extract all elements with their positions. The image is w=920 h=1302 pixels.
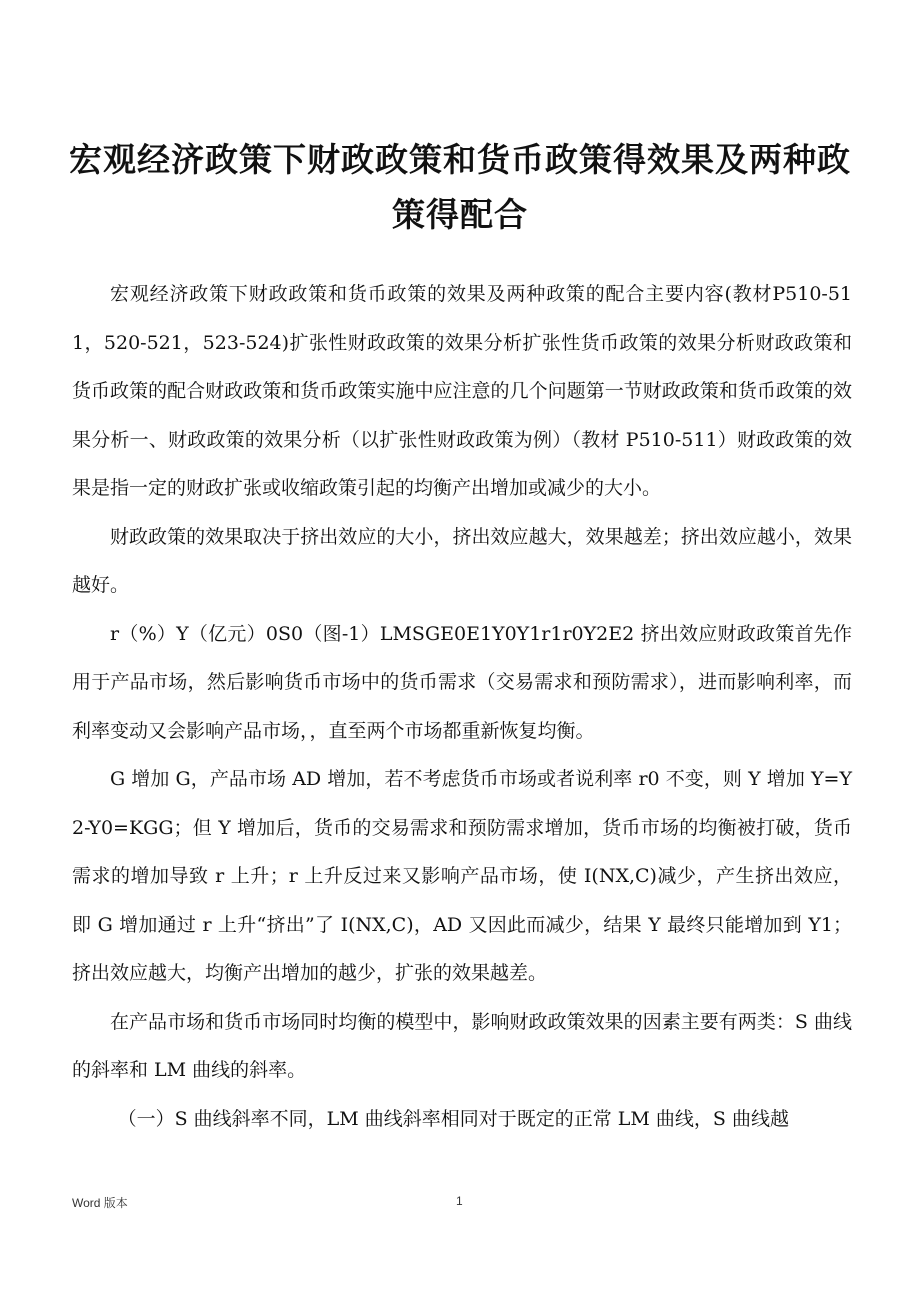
footer-label: Word 版本 bbox=[72, 1196, 128, 1210]
document-title: 宏观经济政策下财政政策和货币政策得效果及两种政策得配合 bbox=[69, 140, 851, 234]
paragraph-factors: 在产品市场和货币市场同时均衡的模型中，影响财政政策效果的因素主要有两类：S 曲线的斜率和 LM 曲线的斜率。 bbox=[72, 1010, 852, 1081]
document-body bbox=[72, 270, 852, 1143]
paragraph-intro: 宏观经济政策下财政政策和货币政策的效果及两种政策的配合主要内容(教材P510-511，520-521，523-524)扩张性财政政策的效果分析扩张性货币政策的效果分析财政政策和货币政策的配合财政政策和货币政策实施中应注意的几个问题第一节财政政策和货币政策的效果分析一、财政政策的效果分析（以扩张性财政政策为例）（教材 P510-511）财政政策的效果是指一定的财政扩张或收缩政策引起的均衡产出增加或减少的大小。 bbox=[72, 283, 852, 499]
page-number: 1 bbox=[456, 1194, 463, 1208]
paragraph-g-increase: G 增加 G，产品市场 AD 增加，若不考虑货币市场或者说利率 r0 不变，则 Y 增加 Y=Y2-Y0=KGG；但 Y 增加后，货币的交易需求和预防需求增加，货币市场的均衡被打破，货币需求的增加导致 r 上升；r 上升反过来又影响产品市场，使 I(NX,C)减少，产生挤出效应，即 G 增加通过 r 上升“挤出”了 I(NX,C)，AD 又因此而减少，结果 Y 最终只能增加到 Y1；挤出效应越大，均衡产出增加的越少，扩张的效果越差。 bbox=[72, 768, 852, 984]
paragraph-is-curve-slope: （一）S 曲线斜率不同，LM 曲线斜率相同对于既定的正常 LM 曲线，S 曲线越 bbox=[117, 1107, 789, 1130]
paragraph-crowding-out: 财政政策的效果取决于挤出效应的大小，挤出效应越大，效果越差；挤出效应越小，效果越好。 bbox=[72, 525, 852, 596]
paragraph-figure-description: r（%）Y（亿元）0S0（图-1）LMSGE0E1Y0Y1r1r0Y2E2 挤出效应财政政策首先作用于产品市场，然后影响货币市场中的货币需求（交易需求和预防需求），进而影响利率，而利率变动又会影响产品市场，，直至两个市场都重新恢复均衡。 bbox=[72, 622, 852, 742]
